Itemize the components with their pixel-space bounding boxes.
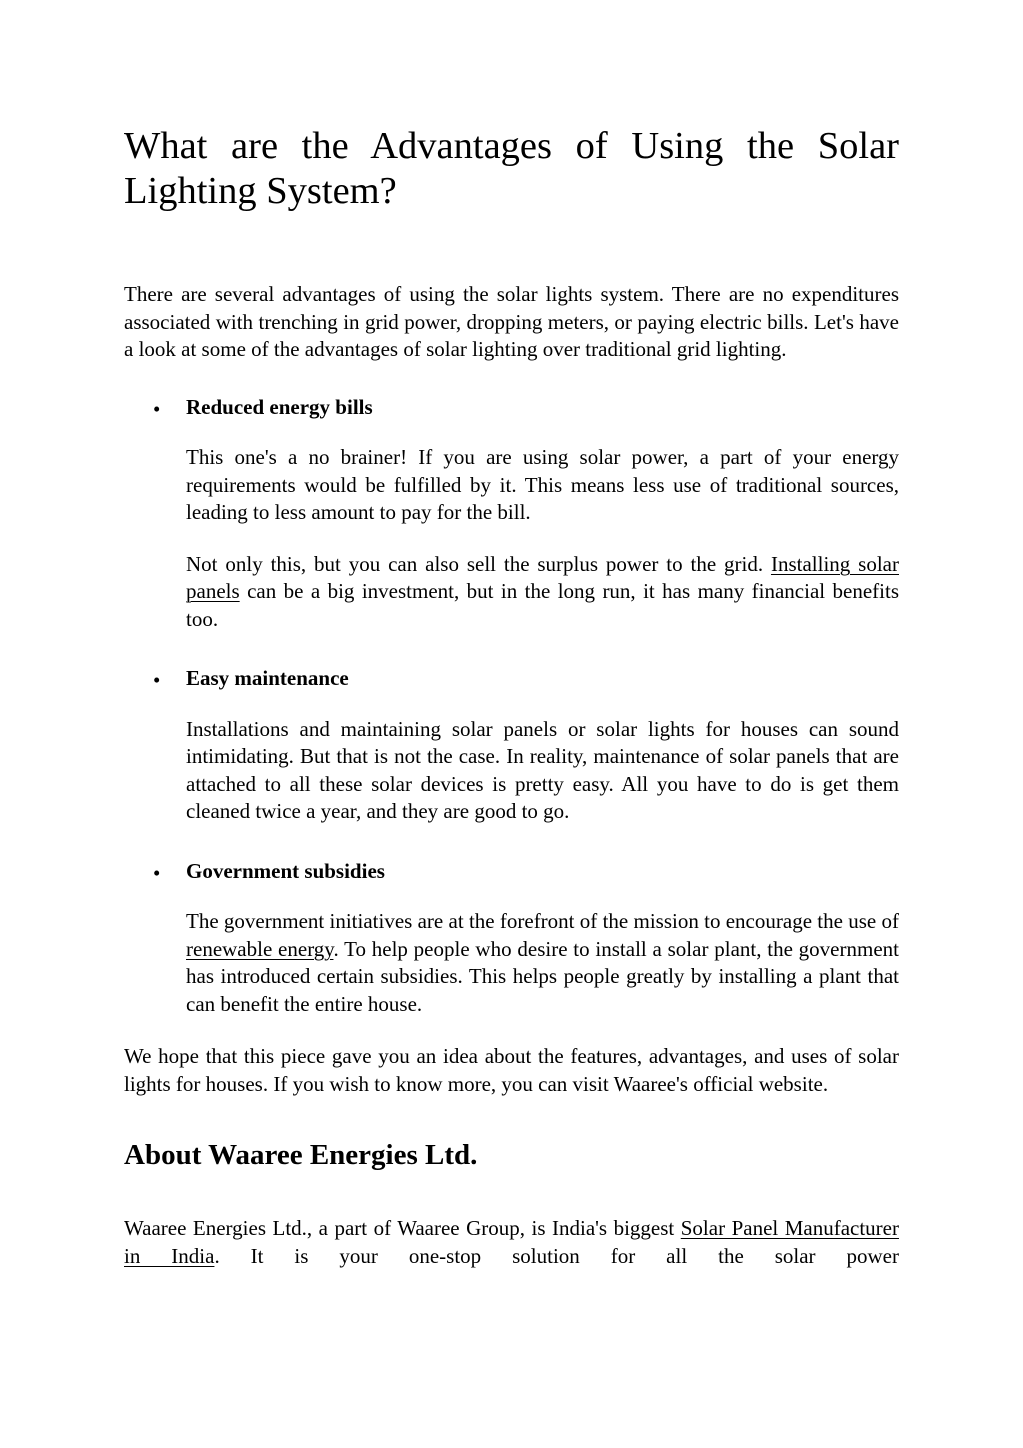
bullet-icon — [153, 396, 160, 424]
list-item-reduced-energy-bills — [124, 394, 899, 634]
advantage-paragraph: Installations and maintaining solar panels or solar lights for houses can sound intimidating. But that is not the case. In reality, maintenance of solar panels that are attached to all these solar devices is pretty easy. All you have to do is get them cleaned twice a year, and they are good to go. — [186, 716, 899, 823]
intro-paragraph: There are several advantages of using the solar lights system. There are no expenditures associated with trenching in grid power, dropping meters, or paying electric bills. Let's have a look at some of the advantages of solar lighting over traditional grid lighting. — [124, 282, 899, 361]
advantage-body — [186, 908, 899, 1018]
advantages-list — [124, 394, 899, 1019]
paragraph-text: . It is your one-stop solution for all the solar power — [214, 1243, 899, 1268]
about-paragraph — [124, 1215, 899, 1270]
page-title: What are the Advantages of Using the Solar Lighting System? — [124, 125, 899, 212]
advantage-paragraph — [186, 551, 899, 634]
paragraph-text: Not only this, but you can also sell the surplus power to the grid. — [186, 551, 771, 576]
document-content — [124, 124, 899, 1270]
advantage-body — [186, 444, 899, 633]
bullet-icon — [153, 860, 160, 888]
solar-panel-manufacturer-link[interactable]: Solar Panel Manufacturer in India — [124, 1216, 899, 1268]
advantage-body — [186, 716, 899, 826]
advantage-title: Easy maintenance — [186, 666, 349, 690]
installing-solar-panels-link[interactable]: Installing solar panels — [186, 551, 899, 603]
bullet-icon — [153, 667, 160, 695]
about-heading: About Waaree Energies Ltd. — [124, 1139, 478, 1171]
paragraph-text: Waaree Energies Ltd., a part of Waaree Group, is India's biggest — [124, 1216, 681, 1240]
advantage-paragraph: This one's a no brainer! If you are using solar power, a part of your energy requirements would be fulfilled by it. This means less use of traditional sources, leading to less amount to pay for the bill. — [186, 445, 899, 524]
advantage-title: Reduced energy bills — [186, 394, 373, 419]
advantage-title: Government subsidies — [186, 858, 385, 883]
outro-paragraph: We hope that this piece gave you an idea about the features, advantages, and uses of solar lights for houses. If you wish to know more, you can visit Waaree's official website. — [124, 1044, 899, 1096]
paragraph-text: . To help people who desire to install a solar plant, the government has introduced certain subsidies. This helps people greatly by installing a plant that can benefit the entire house. — [186, 936, 899, 1016]
renewable-energy-link[interactable]: renewable energy — [186, 936, 334, 961]
paragraph-text: The government initiatives are at the forefront of the mission to encourage the use of — [186, 909, 899, 933]
list-item-government-subsidies — [124, 858, 899, 1019]
advantage-paragraph — [186, 908, 899, 1018]
paragraph-text: can be a big investment, but in the long run, it has many financial benefits too. — [186, 579, 899, 631]
list-item-easy-maintenance — [124, 665, 899, 826]
